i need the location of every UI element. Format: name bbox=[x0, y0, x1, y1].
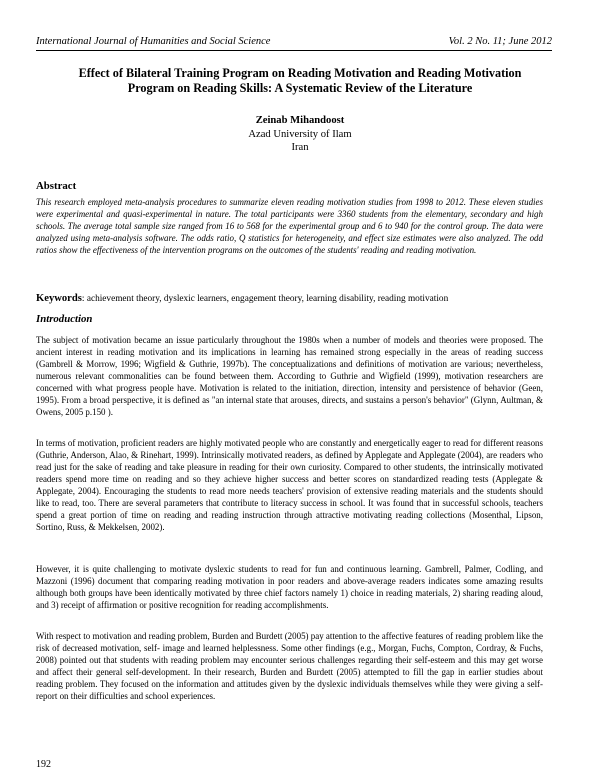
header-divider bbox=[36, 50, 552, 51]
intro-paragraph-2: In terms of motivation, proficient readers are highly motivated people who are constantly and energetically eager to read for different reasons (Guthrie, Anderson, Alao, & Rinehart, 1999). Intrinsically motivated readers, as defined by Applegate and Applegate (2004), are readers who read just for the sake of reading and take pleasure in reading for their own curiosity. Compared to other students, the intrinsically motivated readers spend more time on reading and so they achieve higher success and better scores on standardized reading tests (Applegate & Applegate, 2004). Encouraging the students to read more needs teachers' provision of extensive reading materials and the students should like to read, too. There are several parameters that contribute to literacy success in school. It was found that in successful schools, teachers spend a great portion of time on reading and reading instruction through attractive motivating reading collections (Mosenthal, Lipson, Sortino, Russ, & Mekkelsen, 2002). bbox=[36, 438, 543, 532]
paper-title: Effect of Bilateral Training Program on Reading Motivation and Reading Motivation Program on Reading Skills: A Systematic Review of the Literature bbox=[78, 66, 522, 95]
abstract-heading: Abstract bbox=[36, 180, 77, 192]
introduction-heading: Introduction bbox=[36, 313, 93, 325]
page-number: 192 bbox=[36, 759, 51, 770]
journal-name: International Journal of Humanities and Social Science bbox=[36, 36, 271, 47]
keywords-line bbox=[36, 293, 543, 305]
keywords-text: : achievement theory, dyslexic learners, engagement theory, learning disability, reading motivation bbox=[81, 294, 449, 304]
issue-info: Vol. 2 No. 11; June 2012 bbox=[448, 36, 552, 47]
intro-paragraph-3: However, it is quite challenging to motivate dyslexic students to read for fun and continuous learning. Gambrell, Palmer, Codling, and Mazzoni (1996) document that comparing reading motivation in poor readers and above-average readers indicates some amazing results although both groups have been identically motivated by three chief factors namely 1) choice in reading materials, 2) sharing reading aloud, and 3) receipt of affirmation or positive recognition for reading accomplishments. bbox=[36, 564, 543, 610]
intro-paragraph-4: With respect to motivation and reading problem, Burden and Burdett (2005) pay attention to the affective features of reading problem like the risk of decreased motivation, self- image and learned helplessness. Some other findings (e.g., Morgan, Fuchs, Compton, Cordray, & Fuchs, 2008) pointed out that students with reading problem may encounter serious challenges regarding their self-esteem and this may get worse and affect their general self-development. In their research, Burden and Burdett (2005) attempted to fill the gap in earlier studies about reading problem. They focused on the information and attitudes given by the dyslexic individuals themselves while they were giving a self-report on their difficulties and school experiences. bbox=[36, 631, 543, 701]
author-affiliation: Azad University of Ilam bbox=[248, 128, 352, 140]
author-name: Zeinab Mihandoost bbox=[255, 115, 345, 126]
author-country: Iran bbox=[291, 142, 309, 153]
running-header bbox=[36, 36, 552, 47]
abstract-text: This research employed meta-analysis procedures to summarize eleven reading motivation studies from 1998 to 2012. These eleven studies were experimental and quasi-experimental in nature. The total participants were 3360 students from the elementary, secondary and high schools. The average total sample size ranged from 16 to 568 for the experimental group and 6 to 940 for the control group. The data were analyzed using meta-analysis software. The odds ratio, Q statistics for heterogeneity, and effect size estimates were also analyzed. The odd ratios show the effectiveness of the intervention programs on the outcomes of the students' reading and reading motivation. bbox=[36, 197, 543, 255]
keywords-label: Keywords bbox=[36, 293, 82, 304]
intro-paragraph-1: The subject of motivation became an issue particularly throughout the 1980s when a number of models and theories were proposed. The ancient interest in reading motivation and its implications in learning has remained strong especially in the areas of reading success (Gambrell & Morrow, 1996; Wigfield & Guthrie, 1997b). The conceptualizations and definitions of motivation are various; nevertheless, numerous relevant commonalities can be found between them. According to Guthrie and Wigfield (1999), motivation researchers are concerned with what progress people have. Motivation is related to the initiation, direction, intensity and persistence of behavior (Geen, 1995). From a broad perspective, it is defined as "an internal state that arouses, directs, and sustains a person's behavior" (Glynn, Aultman, & Owens, 2005 p.150 ). bbox=[36, 335, 543, 417]
author-block bbox=[0, 114, 600, 155]
